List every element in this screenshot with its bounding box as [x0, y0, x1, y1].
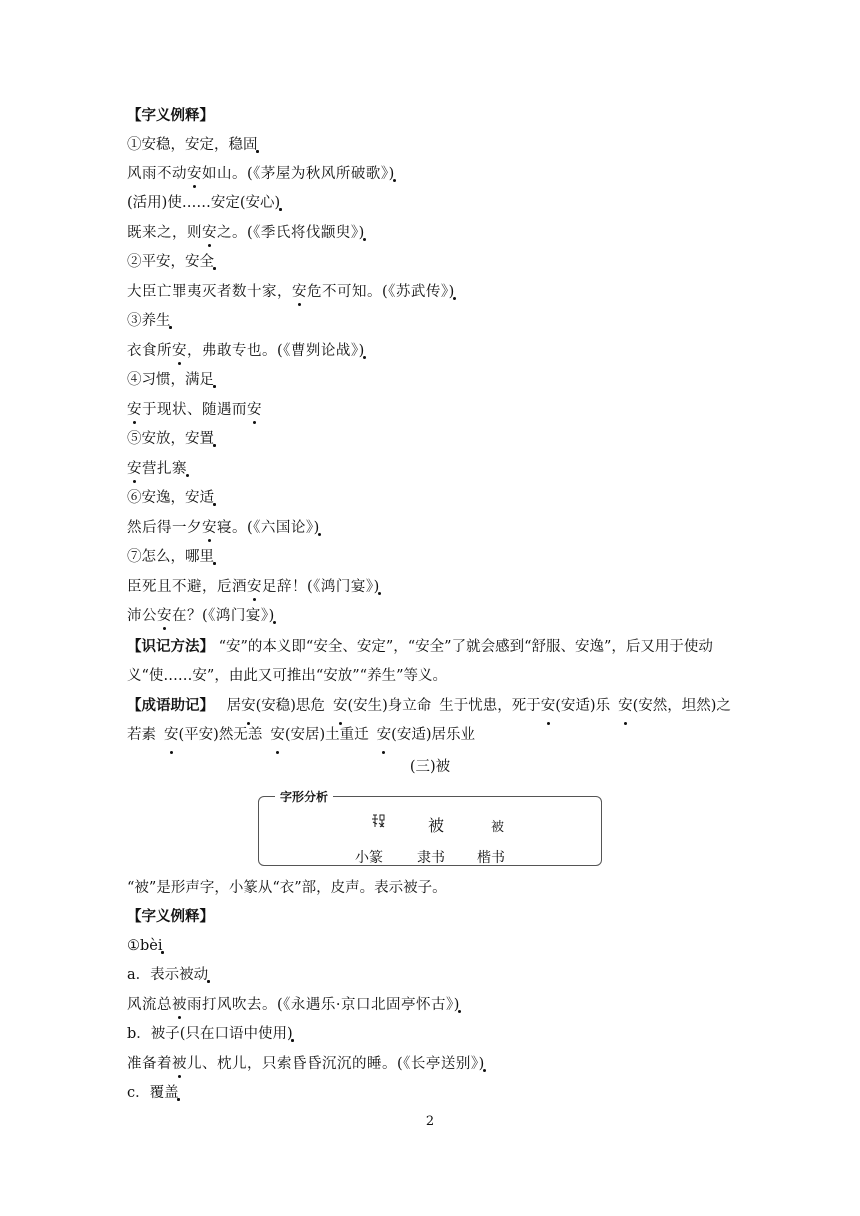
line-text: c．覆盖: [127, 1085, 179, 1101]
line-text: ③养生: [127, 313, 171, 329]
line-text: 危不可知。(《苏武传》): [307, 284, 455, 300]
example-sentence: [127, 995, 460, 1015]
example-sentence: [127, 282, 455, 302]
example-sentence: [127, 577, 380, 597]
emphasized-char: 安: [247, 402, 262, 418]
glyph-analysis-box: [258, 790, 602, 866]
emphasized-char: 安: [127, 402, 142, 418]
emphasized-char: 安: [172, 343, 187, 359]
label-regular-script: 楷书: [477, 850, 505, 866]
idiom-item: [164, 727, 262, 743]
glyph-box-title: 字形分析: [275, 788, 333, 805]
meaning-line: [127, 252, 214, 272]
line-text: ⑤安放，安置: [127, 431, 214, 447]
line-text: 之。(《季氏将伐颛臾》): [217, 225, 365, 241]
line-text: (活用)使……安定(安心): [127, 195, 281, 211]
meaning-line: [127, 370, 214, 390]
line-text: ⑥安逸，安适: [127, 490, 214, 506]
label-seal-script: 小篆: [355, 850, 383, 866]
idiom-text: (安生)身立命: [347, 698, 432, 714]
line-text: 衣食所: [127, 343, 172, 359]
line-text: 于现状、随遇而: [142, 402, 247, 418]
example-sentence: [127, 606, 275, 626]
emphasized-char: 安: [333, 692, 348, 721]
line-text: 既来之，则: [127, 225, 202, 241]
emphasized-char: 安: [292, 284, 307, 300]
example-sentence: [127, 1054, 485, 1074]
example-sentence: [127, 341, 365, 361]
line-text: b．被子(只在口语中使用): [127, 1026, 293, 1042]
emphasized-char: 安: [127, 461, 142, 477]
section-header-meanings-2: 【字义例释】: [127, 908, 214, 925]
label-clerical-script: 隶书: [417, 850, 445, 866]
meaning-line: [127, 936, 163, 956]
line-text: 风雨不动: [127, 166, 187, 182]
example-sentence: [127, 400, 262, 420]
idiom-label: 【成语助记】: [127, 697, 214, 714]
idiom-item: [270, 727, 368, 743]
example-sentence: [127, 223, 365, 243]
clerical-script-glyph: 被: [428, 816, 445, 835]
idiom-paragraph: [127, 691, 737, 750]
meaning-line: [127, 965, 208, 985]
emphasized-char: 安: [164, 721, 179, 750]
line-text: ②平安，安全: [127, 254, 214, 270]
memory-method-text: “安”的本义即“安全、安定”，“安全”了就会感到“舒服、安逸”，后又用于使动义“使……安”，由此又可推出“安放”“养生”等义。: [127, 639, 713, 684]
meaning-line: [127, 488, 214, 508]
page-number: 2: [425, 1114, 435, 1129]
line-text: ①bèi: [127, 938, 163, 954]
idiom-text: (安稳)思危: [255, 698, 325, 714]
emphasized-char: 被: [172, 997, 187, 1013]
line-text: 寝。(《六国论》): [217, 520, 320, 536]
emphasized-char: 安: [157, 608, 172, 624]
line-text: ①安稳，安定，稳固: [127, 137, 258, 153]
idiom-text: 居: [226, 698, 242, 714]
line-text: 大臣亡罪夷灭者数十家，: [127, 284, 292, 300]
line-text: ，弗敢专也。(《曹刿论战》): [187, 343, 365, 359]
line-text: 然后得一夕: [127, 520, 202, 536]
idiom-list: [127, 698, 731, 743]
line-text: 在？(《鸿门宴》): [172, 608, 275, 624]
meaning-line: [127, 311, 171, 331]
meaning-line: [127, 547, 214, 567]
idiom-item: [227, 698, 325, 714]
meaning-line: [127, 429, 214, 449]
line-text: ⑦怎么，哪里: [127, 549, 214, 565]
emphasized-char: 安: [241, 692, 256, 721]
idiom-text: (安居)土重迁: [284, 727, 369, 743]
regular-script-glyph: 被: [491, 820, 505, 835]
line-text: 臣死且不避，卮酒: [127, 579, 247, 595]
line-text: 准备着: [127, 1056, 172, 1072]
seal-script-glyph: [371, 813, 385, 829]
idiom-text: (安适)居乐业: [391, 727, 475, 743]
line-text: 沛公: [127, 608, 157, 624]
example-sentence: [127, 518, 320, 538]
emphasized-char: 安: [247, 579, 262, 595]
memory-method-paragraph: [127, 632, 737, 691]
example-sentence: [127, 459, 187, 479]
line-text: 足辞！(《鸿门宴》): [262, 579, 380, 595]
emphasized-char: 安: [377, 721, 392, 750]
idiom-text: (平安)然无恙: [178, 727, 263, 743]
emphasized-char: 安: [618, 692, 633, 721]
meaning-line: [127, 1024, 293, 1044]
line-text: 如山。(《茅屋为秋风所破歌》): [202, 166, 395, 182]
idiom-item: [439, 698, 610, 714]
emphasized-char: 安: [202, 520, 217, 536]
line-text: 风流总: [127, 997, 172, 1013]
meaning-line: [127, 135, 258, 155]
meaning-line: [127, 1083, 179, 1103]
line-text: ④习惯，满足: [127, 372, 214, 388]
seal-script-icon: [371, 813, 385, 829]
emphasized-char: 安: [187, 166, 202, 182]
line-text: 雨打风吹去。(《永遇乐·京口北固亭怀古》): [187, 997, 460, 1013]
memory-method-label: 【识记方法】: [127, 638, 214, 655]
idiom-text: (安然，坦然)之若素: [127, 698, 731, 743]
emphasized-char: 安: [270, 721, 285, 750]
line-text: 营扎寨: [142, 461, 187, 477]
section-header-meanings: 【字义例释】: [127, 107, 214, 124]
emphasized-char: 被: [172, 1056, 187, 1072]
idiom-item: [333, 698, 431, 714]
emphasized-char: 安: [202, 225, 217, 241]
idiom-text: 生于忧患，死于: [439, 698, 541, 714]
line-text: a．表示被动: [127, 967, 209, 983]
idiom-item: [377, 727, 475, 743]
section-title: (三)被: [409, 759, 451, 775]
line-text: 儿、枕儿，只索昏昏沉沉的睡。(《长亭送别》): [187, 1056, 485, 1072]
meaning-line: [127, 193, 280, 213]
example-sentence: [127, 164, 395, 184]
idiom-text: (安适)乐: [555, 698, 611, 714]
glyph-description: “被”是形声字，小篆从“衣”部，皮声。表示被子。: [127, 880, 447, 896]
emphasized-char: 安: [541, 692, 556, 721]
